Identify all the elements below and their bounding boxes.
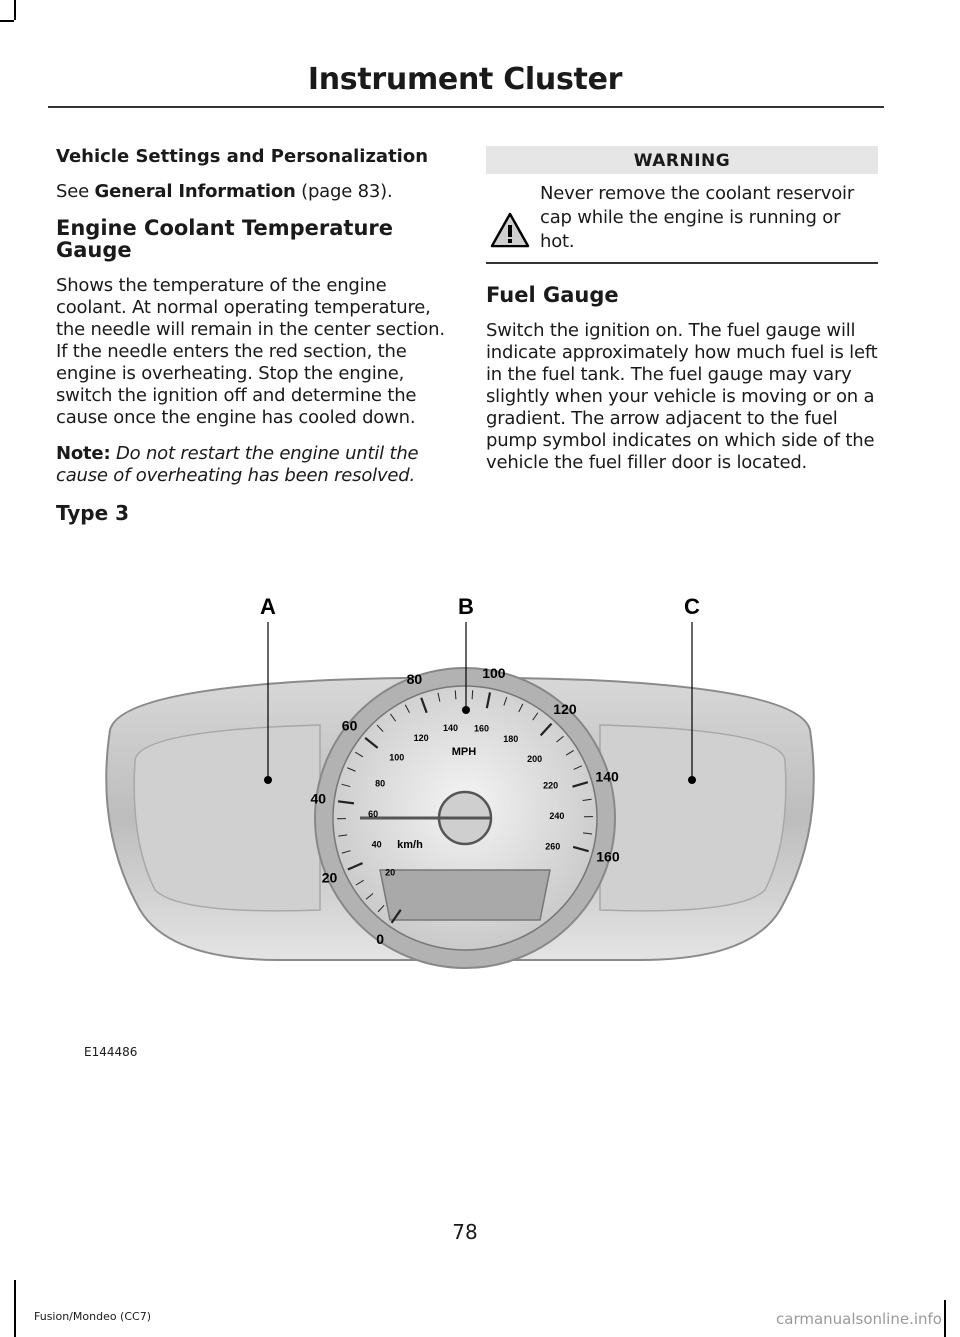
mph-minor-tick	[472, 690, 473, 699]
kmh-unit: km/h	[397, 839, 423, 851]
coolant-note	[56, 443, 448, 487]
type-label: Type 3	[56, 501, 130, 525]
mph-tick-label: 80	[406, 670, 423, 687]
mph-tick-label: 160	[596, 848, 620, 865]
crop-mark	[14, 1280, 16, 1337]
kmh-tick-label: 260	[545, 841, 561, 852]
header-rule	[48, 106, 884, 108]
kmh-tick-label: 40	[371, 839, 382, 850]
coolant-gauge-body: Shows the temperature of the engine coolant. At normal operating temperature, the needle will remain in the center section. If the needle enters the red section, the engine is overheating. Stop the engine, switch the ignition off and determine the cause once the engine has cooled down.	[56, 275, 445, 428]
see-prefix: See	[56, 181, 95, 202]
crop-mark	[0, 20, 14, 22]
callout-dot-c	[688, 776, 696, 784]
instrument-cluster-illustration	[80, 580, 840, 980]
kmh-tick-label: 160	[474, 723, 490, 734]
warning-title: WARNING	[486, 146, 878, 174]
warning-box	[486, 182, 878, 256]
warning-text: Never remove the coolant reservoir cap while the engine is running or hot.	[540, 183, 855, 252]
kmh-tick-label: 140	[443, 723, 459, 734]
kmh-tick-label: 60	[368, 808, 379, 819]
kmh-tick-label: 180	[503, 734, 519, 745]
callout-label-c: C	[684, 594, 700, 619]
kmh-tick-label: 220	[543, 780, 559, 791]
mph-tick-label: 0	[376, 931, 385, 948]
kmh-tick-label: 100	[389, 752, 405, 763]
mph-tick-label: 140	[595, 768, 619, 785]
coolant-gauge-heading: Engine Coolant Temperature Gauge	[56, 216, 394, 262]
note-text: Do not restart the engine until the cause of overheating has been resolved.	[56, 443, 419, 486]
mph-tick-label: 120	[553, 700, 577, 717]
mph-tick-label: 60	[341, 717, 358, 734]
footer-model: Fusion/Mondeo (CC7)	[34, 1310, 152, 1323]
warning-triangle-icon	[490, 212, 530, 248]
note-label: Note:	[56, 443, 111, 464]
callout-dot-b	[462, 706, 470, 714]
vehicle-settings-heading: Vehicle Settings and Personalization	[56, 146, 429, 167]
see-reference	[56, 181, 448, 203]
callout-label-b: B	[458, 594, 474, 619]
kmh-tick-label: 240	[549, 810, 565, 821]
left-column	[56, 146, 448, 525]
kmh-tick-label: 120	[413, 733, 429, 744]
mph-tick-label: 100	[482, 664, 506, 681]
page-number: 78	[452, 1220, 478, 1244]
crop-mark	[944, 1300, 946, 1337]
kmh-tick-label: 80	[375, 778, 386, 789]
see-suffix: (page 83).	[295, 181, 393, 202]
fuel-gauge-heading: Fuel Gauge	[486, 283, 619, 307]
kmh-tick-label: 20	[385, 867, 396, 878]
kmh-tick-label: 200	[527, 753, 543, 764]
crop-mark	[14, 0, 16, 20]
mph-tick-label: 40	[310, 790, 327, 807]
right-column	[486, 146, 878, 488]
watermark: carmanualsonline.info	[776, 1310, 942, 1328]
mph-unit: MPH	[451, 746, 477, 758]
mph-tick-label: 20	[321, 869, 338, 886]
callout-dot-a	[264, 776, 272, 784]
mph-minor-tick	[455, 690, 456, 699]
general-information-link[interactable]: General Information	[94, 181, 296, 202]
warning-rule	[486, 262, 878, 264]
figure-id: E144486	[84, 1045, 138, 1059]
page-title: Instrument Cluster	[307, 62, 623, 97]
callout-label-a: A	[260, 594, 276, 619]
fuel-gauge-body: Switch the ignition on. The fuel gauge will indicate approximately how much fuel is left in the fuel tank. The fuel gauge may vary slightly when your vehicle is moving or on a gradient. The arrow adjacent to the fuel pump symbol indicates on which side of the vehicle the fuel filler door is located.	[486, 320, 878, 473]
